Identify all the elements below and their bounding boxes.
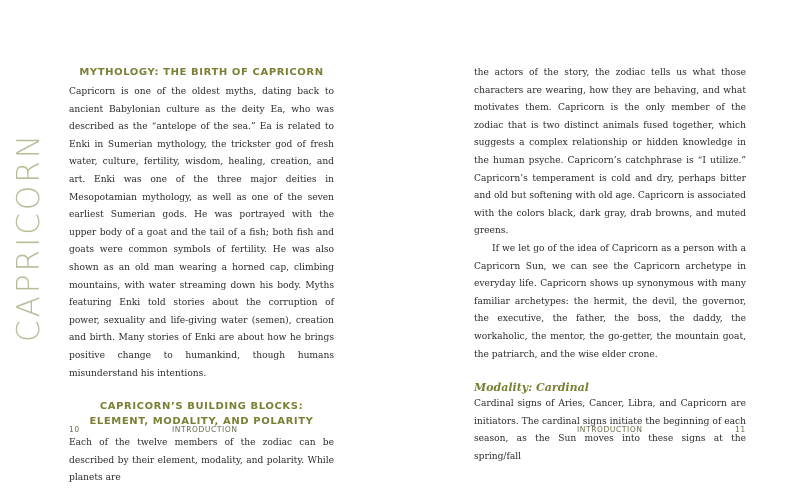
paragraph-mythology: Capricorn is one of the oldest myths, dating back to ancient Babylonian culture as the deity Ea, who was described as the “antelope of the sea.” Ea is related to Enki in Sumerian mythology, the trickster god of fresh water, culture, fertility, wisdom, healing, creation, and art. Enki was one of the three major deities in Mesopotamian mythology, as well as one of the seven earliest Sumerian gods. He was portrayed with the upper body of a goat and the tail of a fish; both fish and goats were common symbols of fertility. He was also shown as an old man wearing a horned cap, climbing mountains, with water streaming down his body. Myths featuring Enki told stories about the corruption of power, sexuality and life-giving water (semen), creation and birth. Many stories of Enki are about how he brings positive change to humankind, though humans misunderstand his intentions. xyxy=(69,87,334,379)
running-head-right: INTRODUCTION xyxy=(577,425,643,434)
subheading-modality: Modality: Cardinal xyxy=(474,381,589,395)
left-page xyxy=(0,0,405,484)
running-head-left: INTRODUCTION xyxy=(172,425,238,434)
paragraph-archetype: If we let go of the idea of Capricorn as a person with a Capricorn Sun, we can see the Capricorn archetype in everyday life. Capricorn shows up synonymous with many familiar archetypes: the hermit, the devil, the governor, the executive, the father, the boss, the daddy, the workaholic, the mentor, the go-getter, the mountain goat, the patriarch, and the wise elder crone. xyxy=(474,243,746,360)
paragraph-cardinal: Cardinal signs of Aries, Cancer, Libra, and Capricorn are initiators. The cardinal signs initiate the beginning of each season, as the Sun moves into these signs at the spring/fall xyxy=(474,399,746,462)
section-heading-mythology: MYTHOLOGY: THE BIRTH OF CAPRICORN xyxy=(79,67,324,78)
heading-line-2: ELEMENT, MODALITY, AND POLARITY xyxy=(89,416,314,428)
paragraph-building-blocks: Each of the twelve members of the zodiac can be described by their element, modality, and polarity. While planets are xyxy=(69,438,334,484)
page-number-right: 11 xyxy=(735,425,746,434)
heading-line-1: CAPRICORN’S BUILDING BLOCKS: xyxy=(99,401,304,413)
side-title xyxy=(11,122,48,352)
right-page xyxy=(405,0,810,469)
page-number-left: 10 xyxy=(69,425,80,434)
paragraph-zodiac-characters: the actors of the story, the zodiac tells us what those characters are wearing, how they are behaving, and what motivates them. Capricorn is the only member of the zodiac that is two distinct animals fused together, which suggests a complex relationship or hidden knowledge in the human psyche. Capricorn’s catchphrase is “I utilize.” Capricorn’s temperament is cold and dry, perhaps bitter and old but softening with old age. Capricorn is associated with the colors black, dark gray, drab browns, and muted greens. xyxy=(474,68,746,237)
side-title-text: CAPRICORN xyxy=(11,131,48,343)
right-text-column xyxy=(474,65,746,466)
